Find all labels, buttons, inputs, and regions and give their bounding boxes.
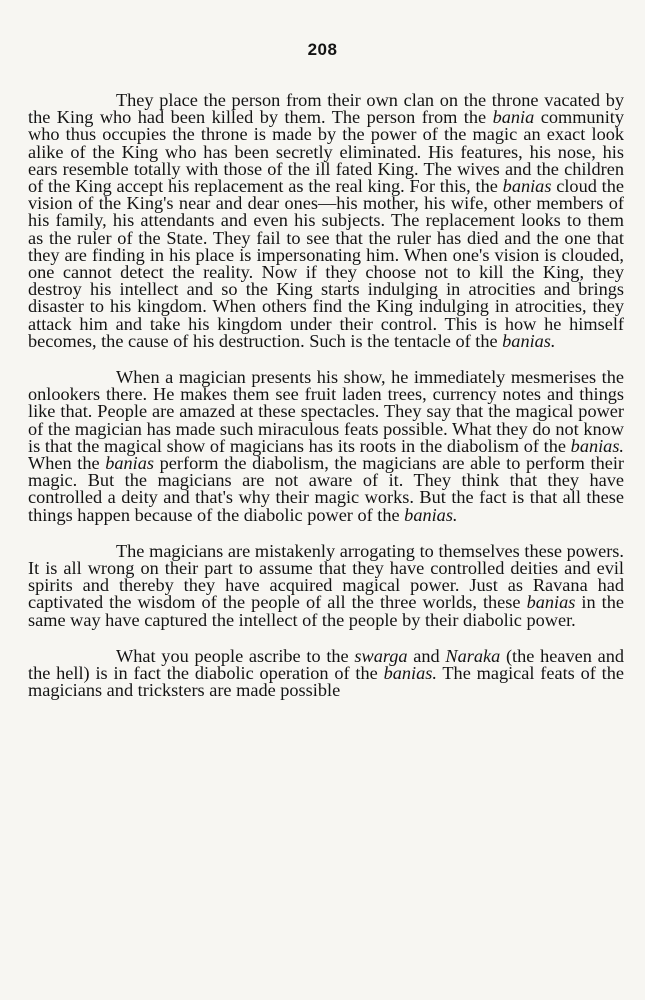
italic-term: banias. <box>383 663 437 684</box>
text-run: When the <box>28 453 106 474</box>
paragraph-1 <box>28 92 624 350</box>
italic-term: banias <box>502 176 552 197</box>
text-run: and <box>407 645 446 666</box>
text-run: perform the diabolism, the magicians are able to perform their magic. But the magicians are not aware of it. They think that they have controlled a deity and that's why their magic works. But the fact is that all these things happen because of the diabolic power of the <box>28 453 625 525</box>
text-run: The magical feats of the magicians and tricksters are made possible <box>28 663 624 701</box>
paragraph-3 <box>28 540 624 630</box>
text-run: cloud the vision of the King's near and dear ones—his mother, his wife, other members of his family, his attendants and even his subjects. The replacement looks to them as the ruler of the State. They fail to see that the ruler has died and the one that they are finding in his place is impersonating him. When one's vision is clouded, one cannot detect the reality. Now if they choose not to kill the King, they destroy his intellect and so the King starts indulging in atrocities and brings disaster to his kingdom. When others find the King indulging in atrocities, they attack him and take his kingdom under their control. This is how he himself becomes, the cause of his destruction. Such is the tentacle of the <box>28 176 624 351</box>
italic-term: banias. <box>570 435 624 456</box>
page-number: 208 <box>307 40 338 59</box>
text-run: When a magician presents his show, he immediately mesmerises the onlookers there. He makes them see fruit laden trees, currency notes and things like that. People are amazed at these spectacles. They say that the magical power of the magician has made such miraculous feats possible. What they do not know is that the magical show of magicians has its roots in the diabolism of the <box>28 367 624 456</box>
italic-term: Naraka <box>445 645 501 666</box>
text-run: community who thus occupies the throne is made by the power of the magic an exact look alike of the King who has been secretly eliminated. His features, his nose, his ears resemble totally with those of the ill fated King. The wives and the children of the King accept his replacement as the real king. For this, the <box>28 107 624 197</box>
paragraph-4 <box>28 645 624 701</box>
italic-term: banias. <box>404 504 458 525</box>
text-run: They place the person from their own clan on the throne vacated by the King who had been killed by them. The person from the <box>28 90 624 128</box>
text-run: in the same way have captured the intellect of the people by their diabolic power. <box>28 592 624 630</box>
body-text <box>28 92 624 700</box>
italic-term: banias. <box>502 330 556 351</box>
italic-term: bania <box>492 107 535 128</box>
text-run: The magicians are mistakenly arrogating to themselves these powers. It is all wrong on their part to assume that they have controlled deities and evil spirits and thereby they have acquired magical power. Just as Ravana had captivated the wisdom of the people of all the three worlds, these <box>28 540 624 613</box>
italic-term: banias <box>105 453 155 474</box>
italic-term: banias <box>526 592 576 613</box>
text-run: What you people ascribe to the <box>116 645 355 666</box>
text-run: (the heaven and the hell) is in fact the diabolic operation of the <box>28 645 624 684</box>
paragraph-2 <box>28 369 624 524</box>
italic-term: swarga <box>354 645 408 666</box>
